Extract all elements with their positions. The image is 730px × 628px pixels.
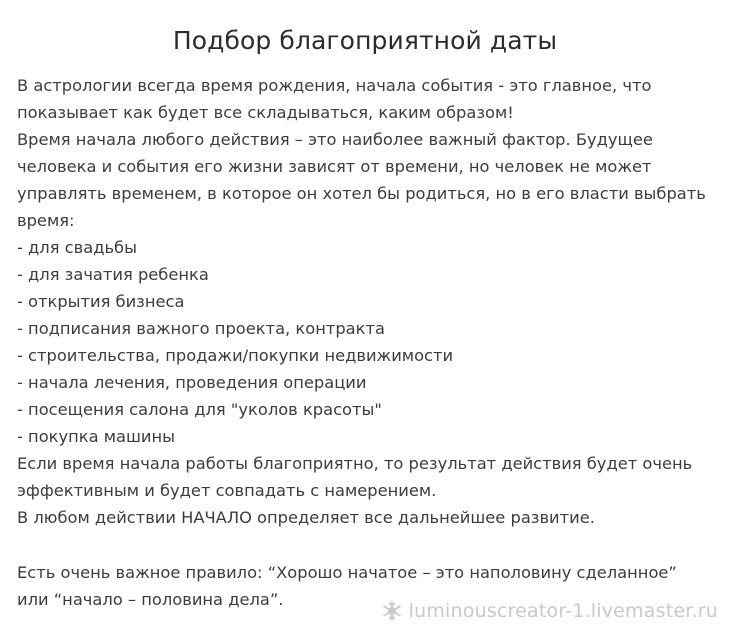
list-item: - открытия бизнеса — [17, 292, 185, 311]
list-item: - подписания важного проекта, контракта — [17, 319, 385, 338]
watermark — [381, 600, 718, 622]
list-item: - покупка машины — [17, 427, 175, 446]
text-line: показывает как будет все складываться, каким образом! — [17, 103, 514, 122]
list-item: - начала лечения, проведения операции — [17, 373, 367, 392]
text-line: человека и события его жизни зависят от времени, но человек не может — [17, 157, 652, 176]
watermark-text: luminouscreator-1.livemaster.ru — [408, 600, 718, 622]
text-line: Время начала любого действия – это наиболее важный фактор. Будущее — [17, 130, 653, 149]
text-line: эффективным и будет совпадать с намерением. — [17, 481, 437, 500]
text-line: Есть очень важное правило: “Хорошо начатое – это наполовину сделанное” — [17, 563, 677, 582]
text-line: управлять временем, в которое он хотел бы родиться, но в его власти выбрать — [17, 184, 706, 203]
text-line: время: — [17, 211, 75, 230]
snowflake-icon — [381, 600, 403, 622]
text-line: или “начало – половина дела”. — [17, 590, 284, 609]
paragraph-spacer — [17, 531, 723, 559]
list-item: - посещения салона для "уколов красоты" — [17, 400, 382, 419]
text-line: В любом действии НАЧАЛО определяет все дальнейшее развитие. — [17, 508, 595, 527]
page-title: Подбор благоприятной даты — [172, 26, 558, 55]
article-body — [17, 72, 723, 613]
text-line: Если время начала работы благоприятно, то результат действия будет очень — [17, 454, 693, 473]
list-item: - для зачатия ребенка — [17, 265, 209, 284]
list-item: - строительства, продажи/покупки недвижимости — [17, 346, 454, 365]
list-item: - для свадьбы — [17, 238, 137, 257]
text-line: В астрологии всегда время рождения, начала события - это главное, что — [17, 76, 652, 95]
